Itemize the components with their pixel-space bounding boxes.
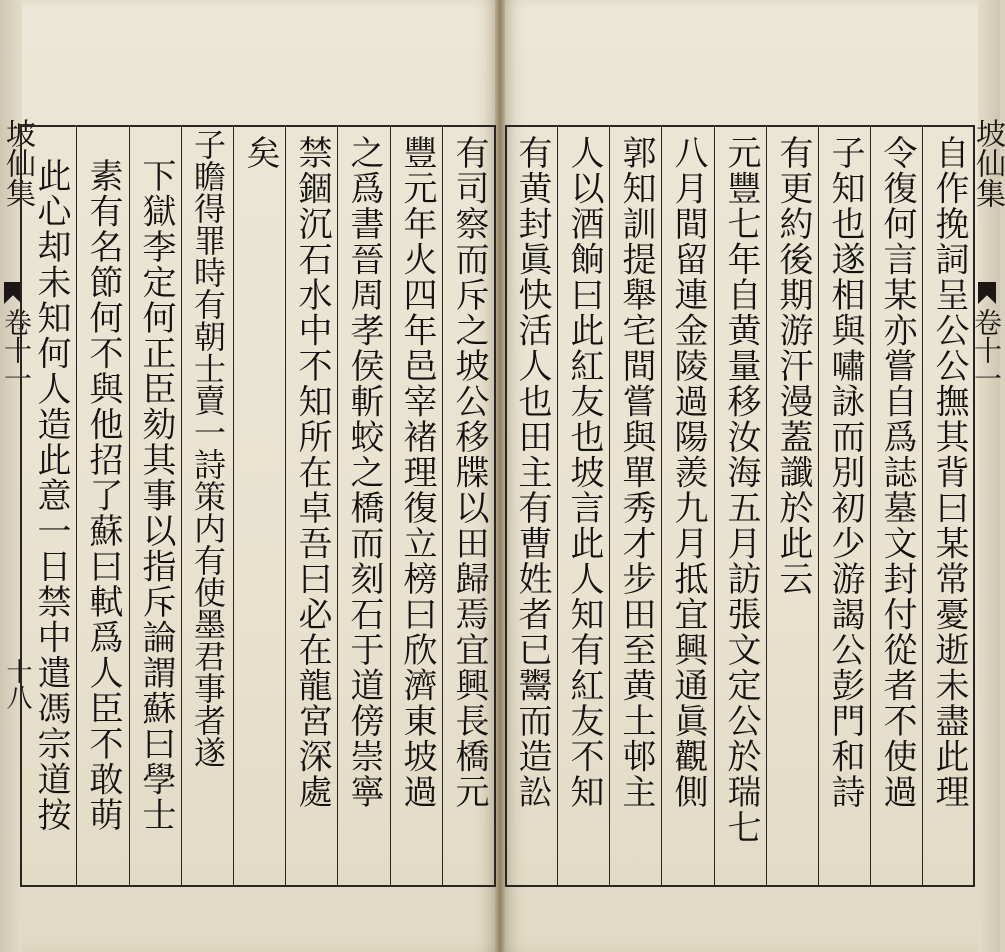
- left-text-column-4: 禁錮沉石水中不知所在卓吾曰必在龍宮深處: [292, 135, 332, 810]
- left-margin-title: 坡仙集: [0, 118, 35, 208]
- left-margin-page-number: 十八: [2, 658, 32, 710]
- right-margin-title: 坡仙集: [970, 118, 1005, 208]
- left-text-column-6: 子瞻得罪時有朝士賣一詩策内有使墨君事者遂: [189, 128, 227, 768]
- right-text-column-4: 有更約後期游汗漫蓋讖於此云: [773, 135, 813, 597]
- left-text-column-3: 之爲書晉周孝侯斬蛟之橋而刻石于道傍崇寧: [344, 135, 384, 810]
- left-text-column-7: 下獄李定何正臣劾其事以指斥論謂蘇曰學士: [136, 158, 176, 833]
- right-text-column-9: 有黄封眞快活人也田主有曹姓者已鬻而造訟: [512, 135, 552, 810]
- right-text-column-6: 八月間留連金陵過陽羨九月抵宜興通眞觀側: [668, 135, 708, 810]
- left-margin-volume: 卷十一: [0, 308, 33, 392]
- left-text-column-9: 此心却未知何人造此意一日禁中遣馮宗道按: [31, 158, 71, 833]
- left-text-column-8: 素有名節何不與他招了蘇曰軾爲人臣不敢萌: [83, 158, 123, 833]
- right-margin-volume: 卷十一: [970, 308, 1003, 392]
- left-text-column-1: 有司察而斥之坡公移牒以田歸焉宜興長橋元: [449, 135, 489, 810]
- left-text-column-2: 豐元年火四年邑宰褚理復立榜曰欣濟東坡過: [397, 135, 437, 810]
- right-text-column-1: 自作挽詞呈公公撫其背曰某常憂逝未盡此理: [929, 135, 969, 810]
- right-text-column-3: 子知也遂相與嘯詠而別初少游謁公彭門和詩: [825, 135, 865, 810]
- right-text-column-2: 令復何言某亦嘗自爲誌墓文封付從者不使過: [877, 135, 917, 810]
- left-text-column-5: 矣: [240, 135, 280, 171]
- right-text-column-8: 人以酒餉曰此紅友也坡言此人知有紅友不知: [564, 135, 604, 810]
- book-gutter: [495, 0, 505, 952]
- right-text-column-5: 元豐七年自黄量移汝海五月訪張文定公於瑞七: [721, 135, 761, 845]
- right-text-column-7: 郭知訓提舉宅間嘗與單秀才步田至黄土邨主: [616, 135, 656, 810]
